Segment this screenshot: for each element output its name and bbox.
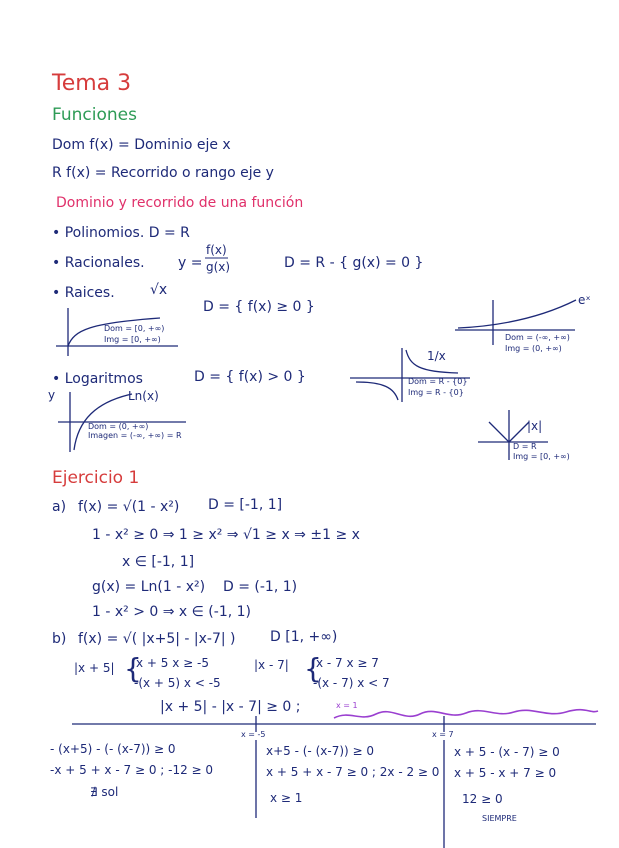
abs-domain: D = R (513, 442, 537, 451)
abs2-lhs: |x - 7| (254, 658, 289, 672)
abs2-case1: x - 7 x ≥ 7 (316, 656, 379, 670)
abs1-case2: -(x + 5) x < -5 (134, 676, 221, 690)
part-b-domain: D [1, +∞) (270, 629, 338, 645)
col2-line3: x ≥ 1 (270, 791, 303, 805)
polynomial-rule: • Polinomios. D = R (52, 225, 190, 241)
domain-definition: Dom f(x) = Dominio eje x (52, 137, 231, 153)
part-b-label: b) (52, 631, 67, 647)
tick-minus5-label: x = -5 (241, 730, 266, 739)
col3-line4: SIEMPRE (482, 814, 517, 823)
rational-y: y = (178, 255, 203, 271)
log-label: • Logaritmos (52, 371, 143, 387)
inverse-image: Img = R - {0} (408, 388, 464, 397)
page-title: Tema 3 (52, 71, 132, 96)
abs-label: |x| (527, 419, 543, 433)
main-inequality: |x + 5| - |x - 7| ≥ 0 ; (160, 699, 301, 715)
x1-marker: x = 1 (336, 701, 358, 710)
log-domain: Dom = (0, +∞) (88, 422, 149, 431)
exp-label: eˣ (578, 293, 591, 307)
part-a-step1: 1 - x² ≥ 0 ⇒ 1 ≥ x² ⇒ √1 ≥ x ⇒ ±1 ≥ x (92, 527, 360, 543)
inverse-domain: Dom = R - {0} (408, 377, 468, 386)
col1-line3: ∄ sol (90, 785, 119, 799)
col3-line1: x + 5 - (x - 7) ≥ 0 (454, 745, 560, 759)
sqrt-image: Img = [0, +∞) (104, 335, 161, 344)
abs1-lhs: |x + 5| (74, 661, 115, 675)
col1-line2: -x + 5 + x - 7 ≥ 0 ; -12 ≥ 0 (50, 763, 214, 777)
log-domain-rule: D = { f(x) > 0 } (194, 369, 306, 385)
part-a-domain: D = [-1, 1] (208, 497, 283, 513)
part-a-step3: 1 - x² > 0 ⇒ x ∈ (-1, 1) (92, 604, 251, 620)
exp-image: Img = (0, +∞) (505, 344, 562, 353)
rational-label: • Racionales. (52, 255, 145, 271)
roots-symbol: √x (150, 282, 168, 298)
sqrt-domain: Dom = [0, +∞) (104, 324, 165, 333)
rational-numerator: f(x) (206, 243, 227, 257)
col3-line2: x + 5 - x + 7 ≥ 0 (454, 766, 557, 780)
domain-range-heading: Dominio y recorrido de una función (56, 195, 304, 211)
rational-denominator: g(x) (206, 260, 231, 274)
exercise-title: Ejercicio 1 (52, 468, 140, 488)
abs2-brace: { (304, 652, 322, 685)
log-y-label: y (48, 388, 56, 402)
abs2-case2: -(x - 7) x < 7 (313, 676, 390, 690)
col3-line3: 12 ≥ 0 (462, 792, 503, 806)
part-a-domain2: D = (-1, 1) (223, 579, 298, 595)
solution-highlight (334, 710, 598, 718)
col1-line1: - (x+5) - (- (x-7)) ≥ 0 (50, 742, 176, 756)
part-a-step2: x ∈ [-1, 1] (122, 554, 195, 570)
roots-label: • Raices. (52, 285, 115, 301)
part-a-label: a) (52, 499, 67, 515)
log-curve-label: Ln(x) (128, 389, 159, 403)
section-subtitle: Funciones (52, 105, 137, 125)
roots-domain: D = { f(x) ≥ 0 } (203, 299, 315, 315)
tick-7-label: x = 7 (432, 730, 454, 739)
part-a-function: f(x) = √(1 - x²) (78, 499, 180, 515)
log-image: Imagen = (-∞, +∞) = R (88, 431, 182, 440)
range-definition: R f(x) = Recorrido o rango eje y (52, 165, 274, 181)
number-line (72, 716, 596, 848)
exp-domain: Dom = (-∞, +∞) (505, 333, 570, 342)
part-b-function: f(x) = √( |x+5| - |x-7| ) (78, 631, 236, 647)
col2-line2: x + 5 + x - 7 ≥ 0 ; 2x - 2 ≥ 0 (266, 765, 440, 779)
abs1-brace: { (124, 652, 142, 685)
col2-line1: x+5 - (- (x-7)) ≥ 0 (266, 744, 375, 758)
inverse-label: 1/x (427, 349, 446, 363)
abs-image: Img = [0, +∞) (513, 452, 570, 461)
part-a-function2: g(x) = Ln(1 - x²) (92, 579, 206, 595)
rational-domain: D = R - { g(x) = 0 } (284, 255, 424, 271)
abs1-case1: x + 5 x ≥ -5 (136, 656, 209, 670)
